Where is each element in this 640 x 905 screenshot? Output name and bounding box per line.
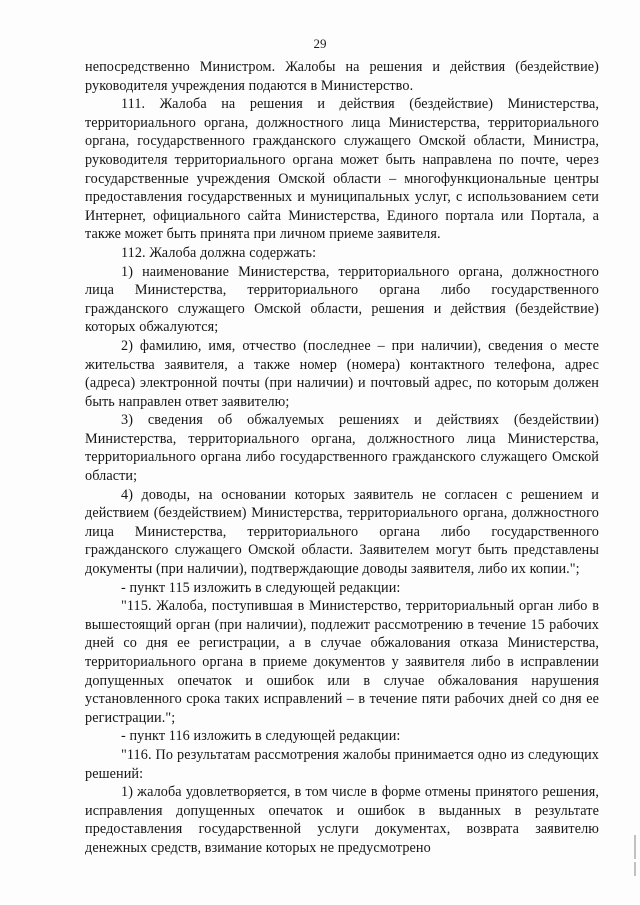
paragraph-112: 112. Жалоба должна содержать: xyxy=(121,244,317,261)
paragraph-116: "116. По результатам рассмотрения жалобы принимается одно из следующих решений: xyxy=(85,746,599,782)
paragraph-115: "115. Жалоба, поступившая в Министерство, территориальный орган либо в вышестоящий орган (при наличии), подлежит рассмотрению в течение 15 рабочих дней со дня ее регистрации, а в случае обжалования отказа Министерства, территориального органа в приеме документов у заявителя либо в исправлении допущенных опечаток и ошибок или в случае обжалования нарушения установленного срока таких исправлений – в течение пяти рабочих дней со дня ее регистрации."; xyxy=(85,598,599,726)
scan-edge-artifact xyxy=(634,862,636,876)
amendment-item-116: - пункт 116 изложить в следующей редакции: xyxy=(121,728,401,745)
list-item-4: 4) доводы, на основании которых заявитель не согласен с решением и действием (бездействием) Министерства, территориального органа, должностного лица Министерства, территориального органа либо государственного гражданского служащего Омской области. Заявителем могут быть представлены документы (при наличии), подтверждающие доводы заявителя, либо их копии."; xyxy=(85,486,599,578)
list-item-3: 3) сведения об обжалуемых решениях и действиях (бездействии) Министерства, территориального органа, должностного лица Министерства, территориального органа либо государственного гражданского служащего Омской области; xyxy=(85,412,599,485)
page-number: 29 xyxy=(313,36,327,51)
decision-item-1: 1) жалоба удовлетворяется, в том числе в форме отмены принятого решения, исправления допущенных опечаток и ошибок в выданных в результате предоставления государственной услуги документах, возврата заявителю денежных средств, взимание которых не предусмотрено xyxy=(85,784,599,856)
list-item-2: 2) фамилию, имя, отчество (последнее – при наличии), сведения о месте жительства заявителя, а также номер (номера) контактного телефона, адрес (адреса) электронной почты (при наличии) и почтовый адрес, по которым должен быть направлен ответ заявителю; xyxy=(85,337,599,410)
scan-edge-artifact xyxy=(634,835,636,859)
list-item-1: 1) наименование Министерства, территориального органа, должностного лица Министерства, территориального органа либо государственного гражданского служащего Омской области, решения и действия (бездействие) которых обжалуются; xyxy=(85,263,599,336)
paragraph-continuation: непосредственно Министром. Жалобы на решения и действия (бездействие) руководителя учреждения подаются в Министерство. xyxy=(85,59,599,94)
document-body xyxy=(85,58,599,858)
paragraph-111: 111. Жалоба на решения и действия (бездействие) Министерства, территориального органа, должностного лица Министерства, территориального органа, государственного гражданского служащего Омской области, Министра, руководителя территориального органа может быть направлена по почте, через государственные учреждения Омской области – многофункциональные центры предоставления государственных и муниципальных услуг, с использованием сети Интернет, официального сайта Министерства, Единого портала или Портала, а также может быть принята при личном приеме заявителя. xyxy=(85,96,599,243)
amendment-item-115: - пункт 115 изложить в следующей редакции: xyxy=(121,579,401,596)
